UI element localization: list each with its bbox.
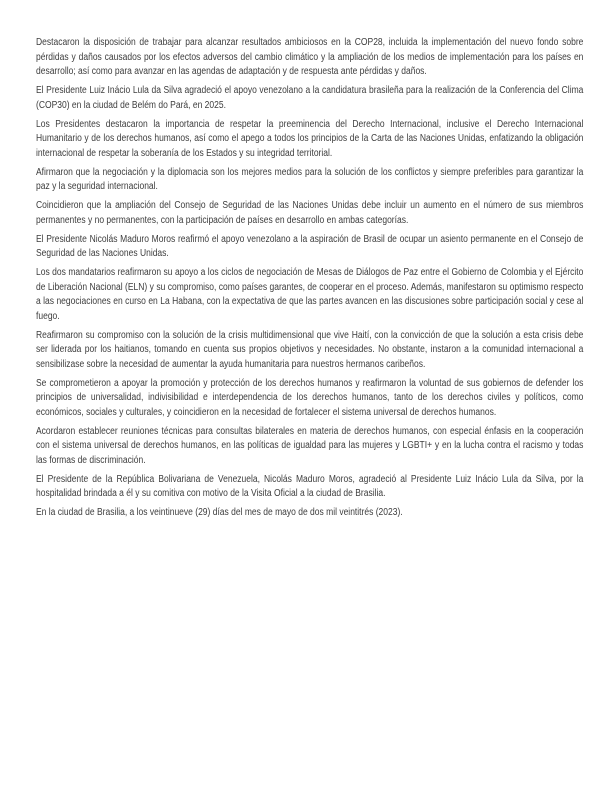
- paragraph-negociacion-diplomacia: Afirmaron que la negociación y la diplomacia son los mejores medios para la solución de los conflictos y siempre preferibles para garantizar la paz y la seguridad internacional.: [36, 166, 584, 192]
- paragraph-cop30: El Presidente Luiz Inácio Lula da Silva agradeció el apoyo venezolano a la candidatura brasileña para la realización de la Conferencia del Clima (COP30) en la ciudad de Belém do Pará, en 2025.: [36, 85, 584, 111]
- paragraph-dialogos-paz-colombia: Los dos mandatarios reafirmaron su apoyo a los ciclos de negociación de Mesas de Diálogos de Paz entre el Gobierno de Colombia y el Ejército de Liberación Nacional (ELN) y su compromiso, como países garantes, de cooperar en el proceso. Además, manifestaron su optimismo respecto a las negociaciones en curso en La Habana, con la expectativa de que las partes avancen en las discusiones sobre participación social y cese al fuego.: [36, 267, 584, 322]
- document-body: [36, 36, 583, 525]
- paragraph-fecha-lugar: En la ciudad de Brasilia, a los veintinueve (29) días del mes de mayo de dos mil veintitrés (2023).: [36, 507, 403, 518]
- paragraph-crisis-haiti: Reafirmaron su compromiso con la solución de la crisis multidimensional que vive Haití, con la convicción de que la solución a esta crisis debe ser liderada por los haitianos, tomando en cuenta sus propios objetivos y necesidades. No obstante, instaron a la comunidad internacional a sensibilizase sobre la necesidad de aumentar la ayuda humanitaria para nuestros hermanos caribeños.: [36, 329, 584, 370]
- paragraph-derechos-humanos: Se comprometieron a apoyar la promoción y protección de los derechos humanos y reafirmaron la voluntad de sus gobiernos de defender los principios de universalidad, indivisibilidad e interdependencia de los derechos humanos, tanto de los derechos civiles y políticos, como económicos, sociales y culturales, y coincidieron en la necesidad de fortalecer el sistema universal de derechos humanos.: [36, 377, 584, 418]
- paragraph-agradecimiento-hospitalidad: El Presidente de la República Bolivariana de Venezuela, Nicolás Maduro Moros, agradeció al Presidente Luiz Inácio Lula da Silva, por la hospitalidad brindada a él y su comitiva con motivo de la Visita Oficial a la ciudad de Brasilia.: [36, 473, 584, 499]
- paragraph-derecho-internacional: Los Presidentes destacaron la importancia de respetar la preeminencia del Derecho Internacional, inclusive el Derecho Internacional Humanitario y de los derechos humanos, así como el apego a todos los principios de la Carta de las Naciones Unidas, enfatizando la obligación internacional de respetar la soberanía de los Estados y su integridad territorial.: [36, 118, 584, 159]
- paragraph-reuniones-tecnicas: Acordaron establecer reuniones técnicas para consultas bilaterales en materia de derechos humanos, con especial énfasis en la cooperación con el sistema universal de derechos humanos, en las políticas de igualdad para las mujeres y LGBTI+ y en la lucha contra el racismo y todas las formas de discriminación.: [36, 425, 584, 466]
- paragraph-cop28: Destacaron la disposición de trabajar para alcanzar resultados ambiciosos en la COP28, incluida la implementación del nuevo fondo sobre pérdidas y daños causados por los efectos adversos del cambio climático y la ampliación de los medios de implementación para los países en desarrollo; así como para avanzar en las agendas de adaptación y de respuesta ante pérdidas y daños.: [36, 37, 584, 77]
- paragraph-apoyo-asiento-permanente: El Presidente Nicolás Maduro Moros reafirmó el apoyo venezolano a la aspiración de Brasil de ocupar un asiento permanente en el Consejo de Seguridad de las Naciones Unidas.: [36, 233, 584, 259]
- paragraph-consejo-seguridad-ampliacion: Coincidieron que la ampliación del Consejo de Seguridad de las Naciones Unidas debe incluir un aumento en el número de sus miembros permanentes y no permanentes, con la participación de países en desarrollo en ambas categorías.: [36, 200, 584, 226]
